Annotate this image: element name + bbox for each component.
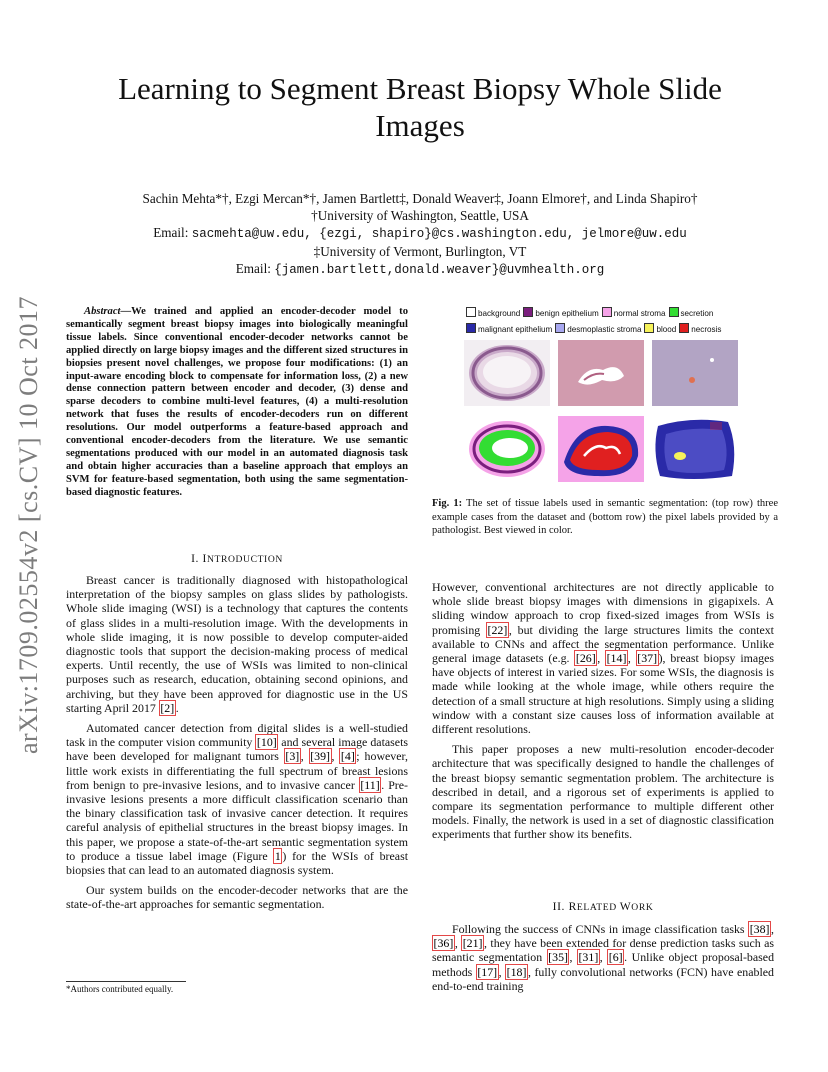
citation-link[interactable]: [11] <box>360 777 380 792</box>
section-number: II. <box>552 900 569 913</box>
legend-label: background <box>478 309 521 318</box>
citation-link[interactable]: [36] <box>433 936 454 951</box>
legend-entry <box>466 306 520 322</box>
legend-swatch <box>555 323 565 333</box>
label-image-3 <box>652 416 738 482</box>
legend-swatch <box>679 323 689 333</box>
email-addresses-uw: sacmehta@uw.edu, {ezgi, shapiro}@cs.washington.edu, jelmore@uw.edu <box>191 227 687 241</box>
figure-1-images <box>464 340 760 490</box>
legend-swatch <box>644 323 654 333</box>
citation-link[interactable]: [6] <box>608 950 623 965</box>
paper-title: Learning to Segment Breast Biopsy Whole Slide Images <box>118 71 722 143</box>
legend-entry <box>555 322 641 338</box>
legend-swatch <box>523 307 533 317</box>
paragraph: Breast cancer is traditionally diagnosed with histopathological interpretation of the biopsy samples on glass slides by pathologists. Whole slide imaging (WSI) is a technology that captures the contents of glass slides in a multi-resolution image. With the developments in whole slide imaging, it is now possible to develop computer-aided diagnostic tools that support the decision-making process of medical experts. Until recently, the use of WSIs was limited to non-clinical purposes such as research, education, obtaining second opinions, and archiving, but they have been approved for diagnostic use in the US starting April 2017 [2] . <box>66 573 408 715</box>
citation-link[interactable]: [31] <box>578 950 599 965</box>
legend-swatch <box>669 307 679 317</box>
figure-legend <box>466 306 756 337</box>
citation-link[interactable]: [22] <box>487 622 508 637</box>
citation-link[interactable]: [18] <box>506 964 527 979</box>
introduction-right-column <box>432 580 774 842</box>
footnote: *Authors contributed equally. <box>66 984 174 994</box>
affiliation-uw: †University of Washington, Seattle, USA <box>311 208 529 223</box>
citation-link[interactable]: [3] <box>285 749 300 764</box>
citation-link[interactable]: [14] <box>606 651 627 666</box>
legend-label: normal stroma <box>613 309 666 318</box>
legend-entry <box>466 322 552 338</box>
affiliation-uvm: ‡University of Vermont, Burlington, VT <box>313 244 527 259</box>
introduction-left-column <box>66 573 408 912</box>
citation-link[interactable]: [4] <box>340 749 355 764</box>
legend-label: desmoplastic stroma <box>567 324 642 334</box>
legend-entry <box>523 306 598 322</box>
citation-link[interactable]: [2] <box>160 700 175 715</box>
citation-link[interactable]: [21] <box>462 936 483 951</box>
paragraph: Our system builds on the encoder-decoder networks that are the state-of-the-art approaches for semantic segmentation. <box>66 883 408 912</box>
section-initial: W <box>619 900 632 913</box>
email-line-uvm <box>60 260 780 279</box>
related-work-column <box>432 922 774 993</box>
legend-label: benign epithelium <box>535 309 599 318</box>
section-number: I. <box>191 552 203 565</box>
abstract <box>66 306 408 500</box>
legend-entry <box>644 322 676 338</box>
email-label: Email: <box>235 261 275 276</box>
paragraph: Following the success of CNNs in image classification tasks [38] , [36] , [21] , they have been extended for dense prediction tasks such as semantic segmentation [35] , [31] , [6] . Unlike object proposal-based methods [17] , [18] , fully convolutional networks (FCN) have enabled end-to-end training <box>432 922 775 993</box>
citation-link[interactable]: [37] <box>637 651 658 666</box>
abstract-text: —We trained and applied an encoder-decoder model to semantically segment breast biopsy images into biologically meaningful tissue labels. Since conventional encoder-decoder networks cannot be applied directly on large biopsy images and the different sized structures in biopsies present novel challenges, we propose four modifications: (1) an input-aware encoding block to compensate for information loss, (2) a new dense connection pattern between encoder and decoder, (3) dense and sparse decoders to combine multi-level features, (4) a multi-resolution network that fuses the results of encoder-decoders run on different resolutions. Our model outperforms a feature-based approach and conventional encoder-decoders from the literature. We use semantic segmentations produced with our model in an automated diagnosis task and obtain higher accuracies than a baseline approach that employs an SVM for feature-based segmentation, both using the same segmentation-based diagnostic features. <box>66 306 408 498</box>
label-image-2 <box>558 416 644 482</box>
legend-swatch <box>466 323 476 333</box>
arxiv-identifier: arXiv:1709.02554v2 [cs.CV] 10 Oct 2017 <box>14 295 43 755</box>
citation-link[interactable]: [17] <box>477 964 498 979</box>
legend-row <box>466 322 756 338</box>
legend-label: secretion <box>680 309 714 318</box>
legend-entry <box>679 322 721 338</box>
biopsy-image-1 <box>464 340 550 406</box>
paragraph: Automated cancer detection from digital slides is a well-studied task in the computer vision community [10] and several image datasets have been developed for malignant tumors [3] , [39] , [4] ; however, little work exists in differentiating the full spectrum of breast lesions from benign to pre-invasive lesions, and to invasive cancer [11] . Pre-invasive lesions presents a more difficult classification scenario than the binary classification task of invasive cancer detection. It requires careful analysis of epithelial structures in the breast biopsy images. In this paper, we propose a state-of-the-art semantic segmentation system to produce a tissue label image (Figure 1 ) for the WSIs of breast biopsies that can lead to an automated diagnosis system. <box>66 721 408 878</box>
caption-label: Fig. 1: <box>432 498 463 509</box>
label-image-1 <box>464 416 550 482</box>
legend-label: malignant epithelium <box>478 324 553 334</box>
section-title-rest: NTRODUCTION <box>207 554 283 565</box>
legend-swatch <box>602 307 612 317</box>
section-initial: I <box>202 552 208 565</box>
footnote-rule <box>66 981 186 982</box>
legend-label: necrosis <box>691 324 722 334</box>
legend-label: blood <box>656 324 677 334</box>
author-block <box>60 190 780 279</box>
caption-text: The set of tissue labels used in semantic segmentation: (top row) three example cases from the dataset and (bottom row) the pixel labels provided by a pathologist. Best viewed in color. <box>432 498 778 537</box>
legend-entry <box>669 306 714 322</box>
paragraph: However, conventional architectures are not directly applicable to whole slide breast biopsy images with dimensions in gigapixels. A sliding window approach to crop fixed-sized images from WSIs is promising [22] , but dividing the large structures limits the context available to CNNs and affect the segmentation performance. Unlike general image datasets (e.g. [26] , [14] , [37] ), breast biopsy images have objects of interest in varied sizes. For some WSIs, the diagnosis is made while looking at the whole image, while others require the detection of a small structure at high resolutions. Simply using a sliding window with a constant size causes loss of information available at different resolutions. <box>432 580 774 737</box>
section-heading-related-work <box>432 900 774 913</box>
citation-link[interactable]: [39] <box>310 749 330 764</box>
figure-link[interactable]: 1 <box>274 848 281 863</box>
citation-link[interactable]: [35] <box>548 950 568 965</box>
biopsy-image-3 <box>652 340 738 406</box>
email-addresses-uvm: {jamen.bartlett,donald.weaver}@uvmhealth.org <box>274 263 605 277</box>
figure-caption <box>432 497 778 538</box>
section-title-rest: ELATED <box>576 902 620 913</box>
biopsy-image-2 <box>558 340 644 406</box>
email-line-uw <box>60 224 780 243</box>
legend-swatch <box>466 307 476 317</box>
author-list: Sachin Mehta*†, Ezgi Mercan*†, Jamen Bartlett‡, Donald Weaver‡, Joann Elmore†, and Linda Shapiro† <box>142 191 698 206</box>
legend-row <box>466 306 756 322</box>
email-label: Email: <box>153 225 192 240</box>
abstract-lead: Abstract <box>84 306 121 317</box>
paragraph: This paper proposes a new multi-resolution encoder-decoder architecture that was specifically designed to handle the challenges of the breast biopsy semantic segmentation problem. The architecture is described in detail, and a rigorous set of experiments is applied to compare its segmentation performance to multiple different other models. Finally, the network is used in a set of diagnostic classification experiments that further show its benefits. <box>432 742 774 842</box>
citation-link[interactable]: [10] <box>256 735 277 750</box>
section-title-rest: ORK <box>631 902 654 913</box>
legend-entry <box>602 306 666 322</box>
section-initial: R <box>568 900 577 913</box>
section-heading-introduction <box>66 552 408 565</box>
citation-link[interactable]: [26] <box>575 651 596 666</box>
citation-link[interactable]: [38] <box>749 922 770 936</box>
